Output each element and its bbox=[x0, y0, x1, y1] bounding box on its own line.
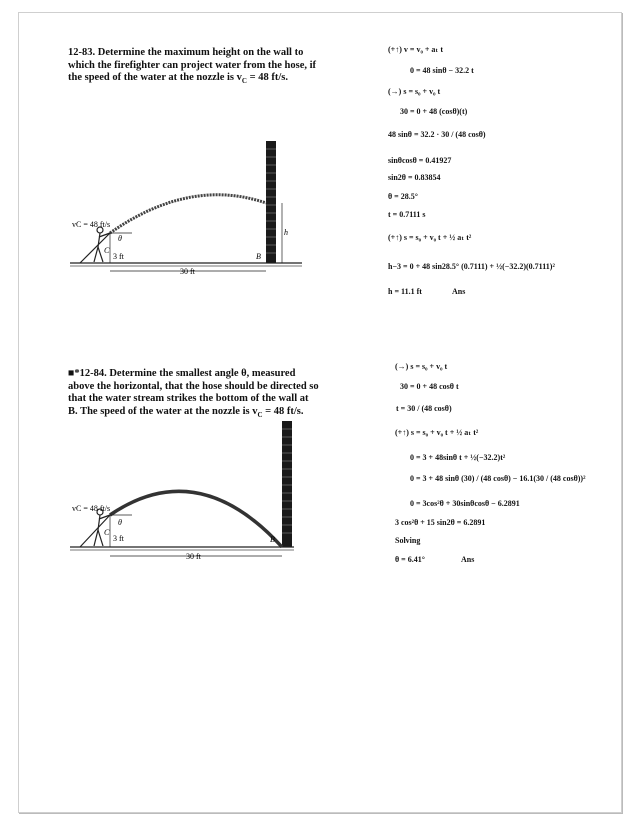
water-stream bbox=[110, 195, 266, 233]
height-c-label: 3 ft bbox=[113, 534, 124, 543]
speed-label: vC = 48 ft/s bbox=[72, 220, 111, 229]
solution-line: sinθcosθ = 0.41927 bbox=[388, 156, 452, 165]
solution-line: sin2θ = 0.83854 bbox=[388, 173, 441, 182]
solution-line: (+↑) s = s₀ + v₀ t + ½ aₜ t² bbox=[388, 233, 472, 242]
solution-line: (→) s = s₀ + v₀ t bbox=[395, 362, 448, 371]
problem-text-tail: = 48 ft/s. bbox=[246, 72, 288, 83]
solution-line: 30 = 0 + 48 cosθ t bbox=[400, 382, 459, 391]
angle-label: θ bbox=[118, 518, 122, 527]
answer-label: Ans bbox=[452, 287, 466, 296]
water-stream bbox=[110, 491, 282, 547]
solution-line: t = 30 / (48 cosθ) bbox=[396, 404, 452, 413]
solution-line: (+↑) s = s₀ + v₀ t + ½ aₜ t² bbox=[395, 428, 479, 437]
solution-line: h−3 = 0 + 48 sin28.5° (0.7111) + ½(−32.2)(0.7111)² bbox=[388, 262, 555, 271]
point-b-label: B bbox=[256, 252, 261, 261]
angle-label: θ bbox=[118, 234, 122, 243]
solution-line: θ = 6.41° bbox=[395, 555, 425, 564]
solution-line: Solving bbox=[395, 536, 421, 545]
point-c-label: C bbox=[104, 246, 110, 255]
solution-line: 3 cos²θ + 15 sin2θ = 6.2891 bbox=[395, 518, 486, 527]
distance-label: 30 ft bbox=[180, 267, 195, 276]
problem-number: 12-83. bbox=[68, 47, 96, 58]
solution-line: 30 = 0 + 48 (cosθ)(t) bbox=[400, 107, 468, 116]
firefighter bbox=[80, 227, 110, 263]
solution-line: 0 = 3 + 48 sinθ (30) / (48 cosθ) − 16.1(30 / (48 cosθ))² bbox=[410, 474, 586, 483]
answer-label: Ans bbox=[461, 555, 475, 564]
subscript: C bbox=[257, 410, 263, 419]
solution-line: h = 11.1 ft bbox=[388, 287, 422, 296]
problem-statement bbox=[68, 47, 320, 88]
height-label: h bbox=[284, 228, 288, 237]
problem-text: Determine the maximum height on the wall to which the firefighter can project water from the hose, if the speed of the water at the nozzle is v bbox=[68, 47, 317, 83]
solution-line: 0 = 3 + 48sinθ t + ½(−32.2)t² bbox=[410, 453, 506, 462]
point-c-label: C bbox=[104, 528, 110, 537]
figure-12-84 bbox=[70, 415, 320, 565]
solution-line: 0 = 48 sinθ − 32.2 t bbox=[410, 66, 474, 75]
solution-line: (+↑) v = v₀ + aₜ t bbox=[388, 45, 444, 54]
problem-number: ■*12-84. bbox=[68, 368, 107, 379]
figure-12-83 bbox=[70, 135, 320, 285]
solution-line: 48 sinθ = 32.2 · 30 / (48 cosθ) bbox=[388, 130, 486, 139]
brick-wall bbox=[282, 421, 292, 547]
brick-wall bbox=[266, 141, 276, 263]
solution-line: 0 = 3cos²θ + 30sinθcosθ − 6.2891 bbox=[410, 499, 520, 508]
solution-line: t = 0.7111 s bbox=[388, 210, 426, 219]
height-c-label: 3 ft bbox=[113, 252, 124, 261]
speed-label: vC = 48 ft/s bbox=[72, 504, 111, 513]
solution-line: θ = 28.5° bbox=[388, 192, 418, 201]
problem-text: Determine the smallest angle θ, measured above the horizontal, that the hose should be directed so that the water stream strikes the bottom of the wall at B. The speed of the water at the nozzle is v bbox=[68, 368, 319, 417]
distance-label: 30 ft bbox=[186, 552, 201, 561]
problem-text-tail: = 48 ft/s. bbox=[262, 405, 304, 417]
subscript: C bbox=[241, 77, 247, 86]
problem-statement bbox=[68, 368, 320, 421]
point-b-label: B bbox=[270, 535, 275, 544]
solution-line: (→) s = s₀ + v₀ t bbox=[388, 87, 441, 96]
